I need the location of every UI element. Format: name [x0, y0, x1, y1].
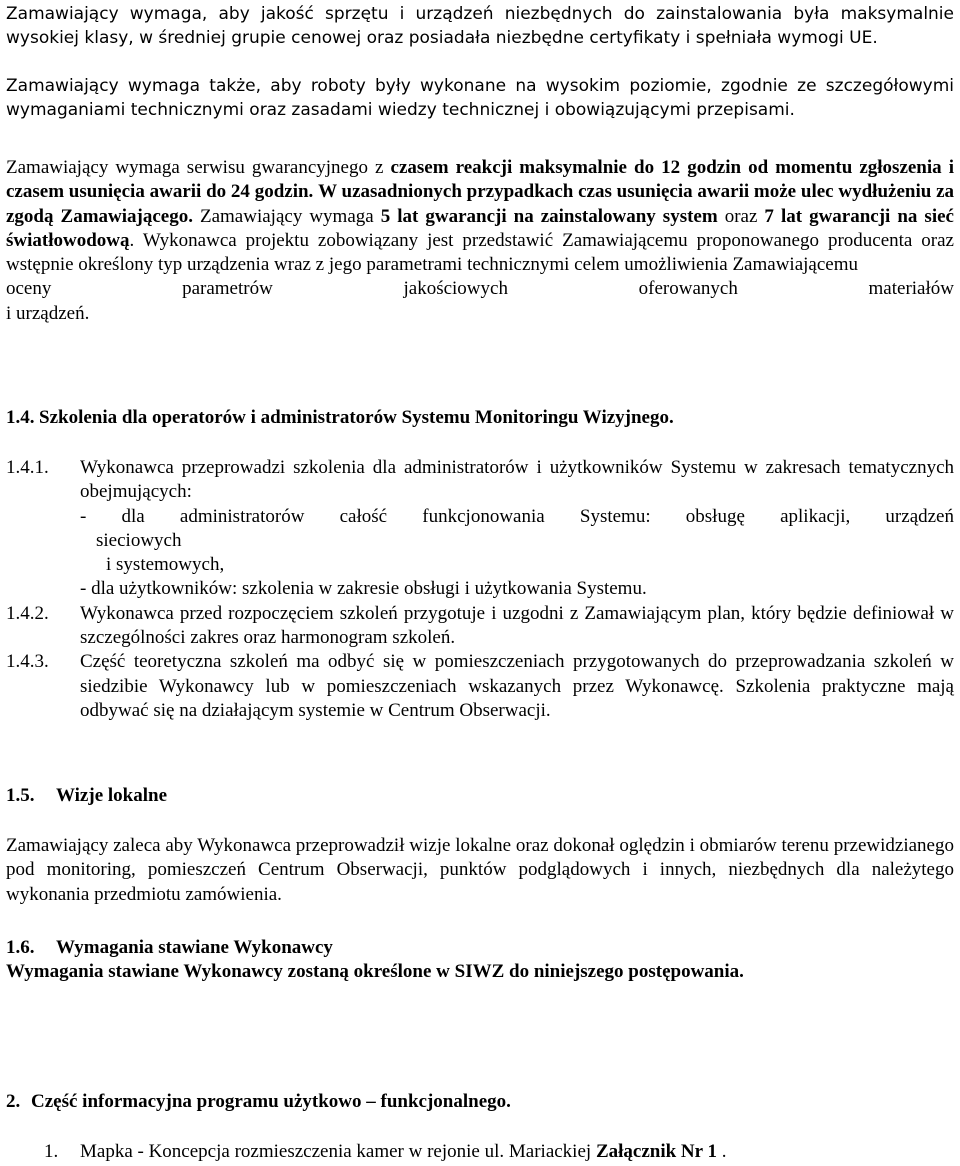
word: oferowanych	[638, 278, 738, 300]
warranty-justified-line	[6, 277, 954, 301]
section-number: 1.6.	[6, 937, 35, 958]
sublist-1-4-1	[80, 505, 954, 602]
section-title: Część informacyjna programu użytkowo – funkcjonalnego.	[31, 1091, 511, 1112]
section-title: Wymagania stawiane Wykonawcy	[56, 937, 333, 958]
paragraph-works-quality: Zamawiający wymaga także, aby roboty były wykonane na wysokim poziomie, zgodnie ze szczegółowymi wymaganiami technicznymi oraz zasadami wiedzy technicznej i obowiązującymi przepisami.	[6, 76, 954, 121]
section-number: 2.	[6, 1091, 21, 1112]
paragraph-warranty	[6, 156, 954, 326]
warranty-tail: i urządzeń.	[6, 302, 90, 324]
item-text: Część teoretyczna szkoleń ma odbyć się w pomieszczeniach przygotowanych do przeprowadzania szkoleń w siedzibie Wykonawcy lub w pomieszczeniach wskazanych przez Wykonawcę. Szkolenia praktyczne mają odbywać się na działającym systemie w Centrum Obserwacji.	[80, 651, 954, 721]
attachment-item	[44, 1140, 726, 1164]
section-heading-1-4	[6, 406, 674, 430]
section-number: 1.5.	[6, 785, 35, 806]
contractor-requirements-text: Wymagania stawiane Wykonawcy zostaną określone w SIWZ do niniejszego postępowania.	[6, 961, 744, 982]
warranty-text	[6, 156, 954, 277]
word: materiałów	[868, 278, 954, 300]
attachment-text: Mapka - Koncepcja rozmieszczenia kamer w rejonie ul. Mariackiej	[80, 1141, 596, 1162]
section-heading-1-6	[6, 936, 333, 960]
section-title: Szkolenia dla operatorów i administratorów Systemu Monitoringu Wizyjnego.	[39, 407, 674, 428]
list-item-1-4-2	[6, 602, 954, 651]
word: oceny	[6, 278, 52, 300]
attachment-number: 1.	[44, 1141, 59, 1162]
section-heading-2	[6, 1090, 511, 1114]
section-1-4-items	[6, 456, 954, 723]
sublist-continuation: sieciowych	[96, 529, 182, 551]
warranty-system-years: 5 lat gwarancji na zainstalowany system	[380, 205, 718, 227]
sublist-continuation: i systemowych,	[106, 554, 225, 576]
section-heading-1-5	[6, 784, 167, 808]
word: parametrów	[182, 278, 273, 300]
warranty-requirement: Zamawiający wymaga	[192, 205, 381, 227]
item-text: Wykonawca przed rozpoczęciem szkoleń przygotuje i uzgodni z Zamawiającym plan, który będzie definiował w szczególności zakres oraz harmonogram szkoleń.	[80, 602, 954, 649]
sublist-item-users: - dla użytkowników: szkolenia w zakresie obsługi i użytkowania Systemu.	[80, 578, 647, 600]
item-number: 1.4.3.	[6, 651, 49, 673]
item-text: Wykonawca przeprowadzi szkolenia dla administratorów i użytkowników Systemu w zakresach tematycznych obejmujących:	[80, 457, 954, 503]
paragraph-equipment-quality: Zamawiający wymaga, aby jakość sprzętu i urządzeń niezbędnych do zainstalowania była maksymalnie wysokiej klasy, w średniej grupie cenowej oraz posiadała niezbędne certyfikaty i spełniała wymogi UE.	[6, 4, 954, 49]
paragraph-site-visits: Zamawiający zaleca aby Wykonawca przeprowadził wizje lokalne oraz dokonał oględzin i obmiarów terenu przewidzianego pod monitoring, pomieszczeń Centrum Obserwacji, punktów podglądowych i innych, niezbędnych dla należytego wykonania przedmiotu zamówienia.	[6, 835, 954, 905]
section-number: 1.4.	[6, 407, 35, 428]
sublist-text: - dla administratorów całość funkcjonowania Systemu: obsługę aplikacji, urządzeń	[80, 505, 954, 527]
warranty-fiber-years: 7 lat gwarancji na sieć światłowodową	[6, 205, 954, 251]
list-item-1-4-3	[6, 650, 954, 723]
list-item-1-4-1	[6, 456, 954, 505]
warranty-intro: Zamawiający wymaga serwisu gwarancyjnego z	[6, 157, 391, 178]
attachment-label: Załącznik Nr 1	[595, 1141, 717, 1162]
word: jakościowych	[403, 278, 508, 300]
sublist-item-admins	[80, 505, 954, 529]
warranty-and: oraz	[717, 205, 765, 227]
item-number: 1.4.1.	[6, 457, 49, 478]
warranty-extension: W uzasadnionych przypadkach czas usunięcia awarii może ulec wydłużeniu za zgodą Zamawiającego.	[6, 181, 955, 227]
attachment-end: .	[716, 1141, 727, 1162]
warranty-response-time: czasem reakcji maksymalnie do 12 godzin od momentu zgłoszenia i czasem usunięcia awarii do 24 godzin.	[6, 157, 954, 203]
warranty-contractor: . Wykonawca projektu zobowiązany jest przedstawić Zamawiającemu proponowanego producenta oraz wstępnie określony typ urządzenia wraz z jego parametrami technicznymi celem umożliwienia Zamawiającemu	[6, 229, 954, 276]
section-title: Wizje lokalne	[56, 785, 168, 806]
item-number: 1.4.2.	[6, 602, 49, 624]
